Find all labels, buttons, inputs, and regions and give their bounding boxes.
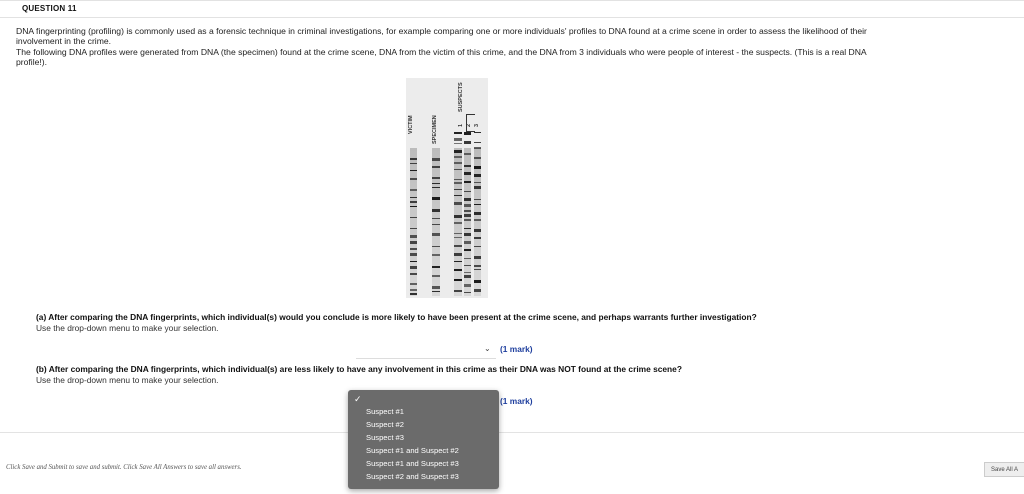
gel-band	[432, 266, 440, 268]
footer-divider	[0, 432, 1024, 433]
gel-band	[410, 241, 417, 244]
gel-band	[464, 191, 471, 192]
gel-band	[410, 163, 417, 164]
gel-band	[464, 258, 471, 259]
gel-band	[464, 284, 471, 287]
dropdown-option-suspect-3[interactable]: Suspect #3	[366, 433, 404, 442]
gel-band	[464, 210, 471, 212]
gel-band	[464, 292, 471, 293]
gel-lane-smear	[474, 148, 481, 296]
gel-band	[474, 219, 481, 221]
gel-band	[454, 290, 462, 292]
chevron-down-icon[interactable]: ⌄	[484, 344, 491, 353]
gel-band	[432, 187, 440, 188]
footer-instructions: Click Save and Submit to save and submit. Click Save All Answers to save all answers.	[6, 464, 242, 471]
gel-band	[454, 261, 462, 262]
gel-band	[474, 269, 481, 270]
gel-band	[410, 201, 417, 203]
part-a-hint: Use the drop-down menu to make your selection.	[36, 323, 219, 333]
gel-band	[432, 158, 440, 161]
gel-band	[410, 217, 417, 218]
gel-band	[454, 215, 462, 218]
gel-band	[410, 261, 417, 262]
gel-band	[454, 138, 462, 141]
gel-label-specimen: SPECIMEN	[432, 115, 438, 144]
dropdown-option-suspect-2-and-3[interactable]: Suspect #2 and Suspect #3	[366, 472, 459, 481]
suspects-bracket	[466, 114, 475, 132]
gel-band	[454, 182, 462, 184]
gel-band	[464, 272, 471, 273]
gel-band	[474, 237, 481, 239]
gel-band	[410, 189, 417, 191]
check-icon: ✓	[354, 394, 362, 404]
gel-band	[464, 275, 471, 278]
gel-band	[454, 143, 462, 144]
gel-band	[474, 199, 481, 200]
gel-band	[464, 153, 471, 155]
gel-band	[464, 219, 471, 221]
gel-band	[464, 233, 471, 236]
gel-band	[464, 132, 471, 135]
gel-band	[464, 265, 471, 266]
gel-band	[432, 177, 440, 179]
gel-lane-smear	[464, 148, 471, 296]
intro-paragraph-1: DNA fingerprinting (profiling) is commonly used as a forensic technique in criminal investigations, for example comparing one or more individuals' profiles to DNA found at a crime scene in order to assess the likelihood of their involvement in the crime.	[16, 26, 867, 47]
gel-band	[410, 248, 417, 250]
gel-band	[410, 228, 417, 229]
gel-band	[474, 246, 481, 247]
gel-band	[474, 280, 481, 283]
dropdown-option-suspect-1-and-2[interactable]: Suspect #1 and Suspect #2	[366, 446, 459, 455]
part-b-hint: Use the drop-down menu to make your selection.	[36, 375, 219, 385]
gel-band	[410, 206, 417, 207]
gel-band	[464, 141, 471, 144]
gel-suspect-number-2: 2	[466, 123, 472, 127]
gel-band	[454, 202, 462, 205]
gel-band	[410, 289, 417, 291]
save-all-answers-button[interactable]: Save All A	[984, 462, 1024, 477]
gel-band	[454, 150, 462, 153]
part-a-mark: (1 mark)	[500, 344, 533, 354]
part-a-question: (a) After comparing the DNA fingerprints, which individual(s) would you conclude is more likely to have been present at the crime scene, and perhaps warrants further investigation?	[36, 312, 757, 322]
gel-band	[474, 229, 481, 232]
gel-band	[454, 269, 462, 271]
gel-band	[464, 181, 471, 183]
gel-band	[454, 245, 462, 247]
gel-band	[474, 182, 481, 183]
gel-label-suspects: SUSPECTS	[458, 82, 464, 112]
gel-band	[432, 197, 440, 200]
gel-band	[464, 214, 471, 217]
gel-band	[432, 224, 440, 225]
gel-band	[474, 212, 481, 215]
gel-band	[454, 233, 462, 234]
gel-band	[464, 241, 471, 244]
gel-band	[432, 166, 440, 168]
gel-band	[474, 174, 481, 177]
part-b	[36, 364, 682, 386]
dropdown-option-suspect-2[interactable]: Suspect #2	[366, 420, 404, 429]
gel-band	[454, 179, 462, 180]
gel-band	[454, 169, 462, 170]
gel-band	[410, 266, 417, 269]
gel-band	[454, 222, 462, 224]
part-b-mark: (1 mark)	[500, 396, 533, 406]
gel-band	[474, 186, 481, 189]
gel-band	[410, 170, 417, 171]
gel-band	[432, 218, 440, 219]
gel-band	[410, 283, 417, 285]
gel-band	[454, 279, 462, 281]
gel-band	[410, 178, 417, 180]
gel-band	[454, 162, 462, 164]
gel-band	[474, 256, 481, 259]
gel-lane-smear	[432, 148, 440, 296]
gel-band	[454, 189, 462, 190]
question-header	[0, 0, 1024, 18]
gel-band	[410, 273, 417, 275]
gel-band	[464, 165, 471, 167]
part-a	[36, 312, 757, 334]
gel-band	[464, 198, 471, 201]
gel-band	[410, 293, 417, 295]
gel-band	[432, 286, 440, 289]
gel-band	[454, 237, 462, 238]
gel-band	[432, 183, 440, 184]
gel-band	[454, 253, 462, 256]
gel-band	[464, 249, 471, 251]
dna-gel-image	[406, 78, 488, 298]
gel-band	[474, 157, 481, 159]
gel-band	[474, 142, 481, 143]
gel-band	[432, 246, 440, 247]
question-title: QUESTION 11	[22, 4, 77, 13]
gel-suspect-number-3: 3	[474, 123, 480, 127]
gel-band	[410, 158, 417, 160]
part-b-question: (b) After comparing the DNA fingerprints, which individual(s) are less likely to have any involvement in this crime as their DNA was NOT found at the crime scene?	[36, 364, 682, 374]
gel-band	[410, 197, 417, 198]
gel-band	[464, 204, 471, 207]
question-intro	[16, 26, 876, 68]
gel-band	[432, 233, 440, 236]
gel-band	[464, 228, 471, 229]
dropdown-option-suspect-1[interactable]: Suspect #1	[366, 407, 404, 416]
gel-band	[454, 132, 462, 134]
gel-band	[410, 235, 417, 238]
gel-band	[464, 172, 471, 175]
gel-band	[474, 265, 481, 267]
part-a-dropdown[interactable]	[356, 340, 496, 359]
gel-band	[432, 291, 440, 292]
gel-band	[474, 147, 481, 149]
gel-band	[410, 253, 417, 256]
gel-band	[454, 156, 462, 158]
gel-suspect-number-1: 1	[458, 123, 464, 127]
gel-label-victim: VICTIM	[408, 115, 414, 134]
gel-band	[432, 209, 440, 212]
dropdown-option-suspect-1-and-3[interactable]: Suspect #1 and Suspect #3	[366, 459, 459, 468]
intro-paragraph-2: The following DNA profiles were generated from DNA (the specimen) found at the crime scene, DNA from the victim of this crime, and the DNA from 3 individuals who were people of interest - the suspects. (This is a real DNA profile!).	[16, 46, 867, 68]
gel-band	[432, 275, 440, 277]
gel-band	[474, 289, 481, 292]
gel-band	[474, 166, 481, 169]
gel-band	[432, 254, 440, 256]
gel-band	[474, 204, 481, 205]
gel-band	[474, 132, 481, 133]
gel-band	[454, 195, 462, 196]
part-b-dropdown-menu[interactable]	[348, 390, 499, 489]
